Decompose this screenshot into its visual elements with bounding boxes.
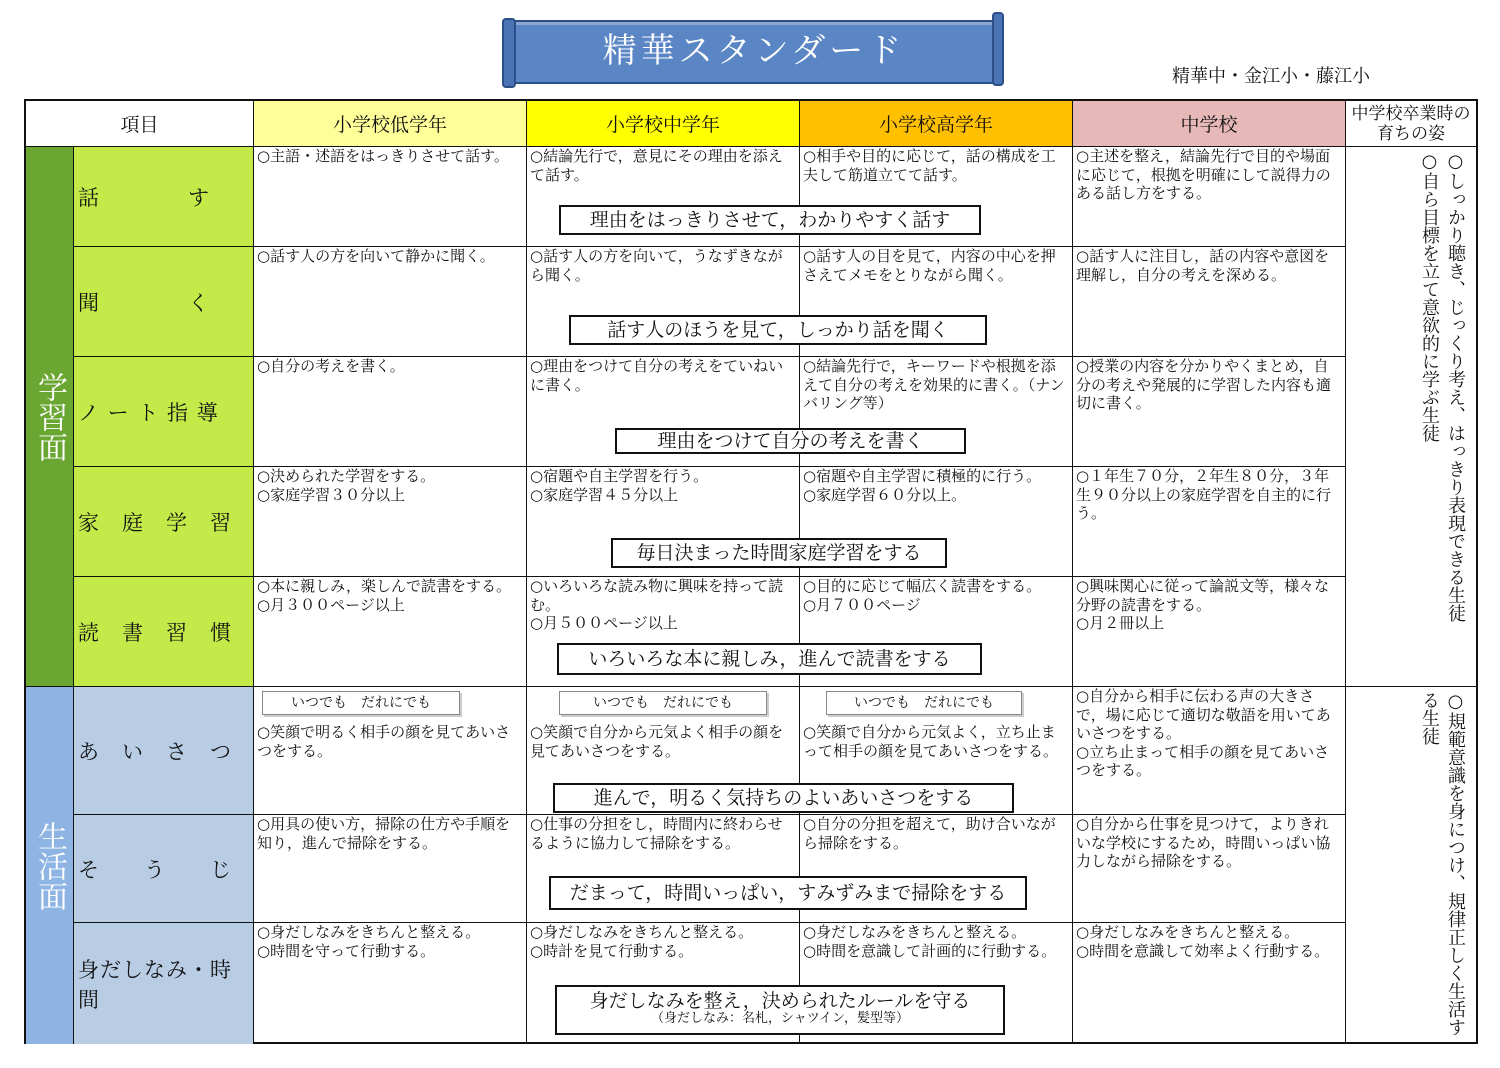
cell-read-high: ○目的に応じて幅広く読書をする。 ○月７００ページ <box>800 577 1073 687</box>
cell-dress-high: ○身だしなみをきちんと整える。 ○時間を意識して計画的に行動する。 <box>800 923 1073 1044</box>
common-goal-speak: 理由をはっきりさせて，わかりやすく話す <box>559 205 981 235</box>
cell-greet-mid: ○笑顔で自分から元気よく相手の顔を見てあいさつをする。 <box>527 687 800 815</box>
cell-dress-low: ○身だしなみをきちんと整える。 ○時間を守って行動する。 <box>254 923 527 1044</box>
common-goal-dress-note: （身だしなみ：名札，シャツイン，髪型等） <box>650 1011 910 1026</box>
cell-greet-jhs: ○自分から相手に伝わる声の大きさで，場に応じて適切な敬語を用いてあいさつをする。 ○立ち止まって相手の顔を見てあいさつをする。 <box>1073 687 1346 815</box>
common-goal-clean: だまって，時間いっぱい，すみずみまで掃除をする <box>549 876 1027 910</box>
cell-clean-low: ○用具の使い方，掃除の仕方や手順を知り，進んで掃除をする。 <box>254 815 527 923</box>
cell-home-low: ○決められた学習をする。 ○家庭学習３０分以上 <box>254 467 527 577</box>
header-graduation-goal: 中学校卒業時の育ちの姿 <box>1346 101 1476 147</box>
common-goal-dress <box>555 985 1005 1035</box>
cell-speak-jhs: ○主述を整え，結論先行で目的や場面に応じて，根拠を明確にして説得力のある話し方をする。 <box>1073 147 1346 247</box>
row-label-note: ノ ー ト 指 導 <box>74 357 254 467</box>
cell-note-high: ○結論先行で，キーワードや根拠を添えて自分の考えを効果的に書く。（ナンバリング等） <box>800 357 1073 467</box>
row-label-greet: あ い さ つ <box>74 687 254 815</box>
header-junior-high: 中学校 <box>1073 101 1346 147</box>
row-label-home: 家 庭 学 習 <box>74 467 254 577</box>
common-goal-listen: 話す人のほうを見て，しっかり話を聞く <box>569 315 987 345</box>
row-label-read: 読 書 習 慣 <box>74 577 254 687</box>
category-life: 生活面 <box>26 687 74 1044</box>
header-low-grade: 小学校低学年 <box>254 101 527 147</box>
cell-home-mid: ○宿題や自主学習を行う。 ○家庭学習４５分以上 <box>527 467 800 577</box>
common-goal-note: 理由をつけて自分の考えを書く <box>615 428 966 454</box>
common-goal-greet: 進んで，明るく気持ちのよいあいさつをする <box>553 783 1014 813</box>
common-goal-home: 毎日決まった時間家庭学習をする <box>611 538 947 568</box>
standard-table <box>24 99 1478 1044</box>
cell-listen-high: ○話す人の目を見て，内容の中心を押さえてメモをとりながら聞く。 <box>800 247 1073 357</box>
cell-note-jhs: ○授業の内容を分かりやくまとめ，自分の考えや発展的に学習した内容も適切に書く。 <box>1073 357 1346 467</box>
cell-speak-mid: ○結論先行で，意見にその理由を添えて話す。 <box>527 147 800 247</box>
common-goal-dress-text: 身だしなみを整え，決められたルールを守る <box>589 990 971 1012</box>
header-mid-grade: 小学校中学年 <box>527 101 800 147</box>
common-goal-read: いろいろな本に親しみ，進んで読書をする <box>557 643 982 675</box>
cell-home-jhs: ○１年生７０分，２年生８０分，３年生９０分以上の家庭学習を自主的に行う。 <box>1073 467 1346 577</box>
cell-read-jhs: ○興味関心に従って論説文等，様々な分野の読書をする。 ○月２冊以上 <box>1073 577 1346 687</box>
cell-listen-jhs: ○話す人に注目し，話の内容や意図を理解し，自分の考えを深める。 <box>1073 247 1346 357</box>
cell-listen-mid: ○話す人の方を向いて，うなずきながら聞く。 <box>527 247 800 357</box>
goal-study: ○しっかり聴き、じっくり考え、はっきり表現できる生徒 ○自ら目標を立て意欲的に学ぶ生徒 <box>1346 147 1476 687</box>
cell-home-high: ○宿題や自主学習に積極的に行う。 ○家庭学習６０分以上。 <box>800 467 1073 577</box>
header-item: 項目 <box>26 101 254 147</box>
cell-greet-high: ○笑顔で自分から元気よく，立ち止まって相手の顔を見てあいさつをする。 <box>800 687 1073 815</box>
greet-tag-low: いつでも だれにでも <box>262 691 460 715</box>
cell-clean-mid: ○仕事の分担をし，時間内に終わらせるように協力して掃除をする。 <box>527 815 800 923</box>
cell-note-mid: ○理由をつけて自分の考えをていねいに書く。 <box>527 357 800 467</box>
header-high-grade: 小学校高学年 <box>800 101 1073 147</box>
cell-dress-jhs: ○身だしなみをきちんと整える。 ○時間を意識して効率よく行動する。 <box>1073 923 1346 1044</box>
row-label-listen: 聞 く <box>74 247 254 357</box>
greet-tag-mid: いつでも だれにでも <box>559 691 767 715</box>
cell-read-low: ○本に親しみ，楽しんで読書をする。 ○月３００ページ以上 <box>254 577 527 687</box>
row-label-dress: 身だしなみ・時間 <box>74 923 254 1044</box>
school-names: 精華中・金江小・藤江小 <box>1172 66 1370 87</box>
cell-dress-mid: ○身だしなみをきちんと整える。 ○時計を見て行動する。 <box>527 923 800 1044</box>
cell-clean-high: ○自分の分担を超えて，助け合いながら掃除をする。 <box>800 815 1073 923</box>
cell-speak-high: ○相手や目的に応じて，話の構成を工夫して筋道立てて話す。 <box>800 147 1073 247</box>
row-label-clean: そ う じ <box>74 815 254 923</box>
cell-speak-low: ○主語・述語をはっきりさせて話す。 <box>254 147 527 247</box>
cell-note-low: ○自分の考えを書く。 <box>254 357 527 467</box>
cell-read-mid: ○いろいろな読み物に興味を持って読む。 ○月５００ページ以上 <box>527 577 800 687</box>
goal-life: ○規範意識を身につけ、規律正しく生活する生徒 <box>1419 691 1466 1036</box>
cell-greet-low: ○笑顔で明るく相手の顔を見てあいさつをする。 <box>254 687 527 815</box>
cell-listen-low: ○話す人の方を向いて静かに聞く。 <box>254 247 527 357</box>
cell-clean-jhs: ○自分から仕事を見つけて，よりきれいな学校にするため，時間いっぱい協力しながら掃除をする。 <box>1073 815 1346 923</box>
title-banner: 精華スタンダード <box>508 20 1000 84</box>
category-study: 学習面 <box>26 147 74 687</box>
row-label-speak: 話 す <box>74 147 254 247</box>
greet-tag-high: いつでも だれにでも <box>826 691 1022 715</box>
